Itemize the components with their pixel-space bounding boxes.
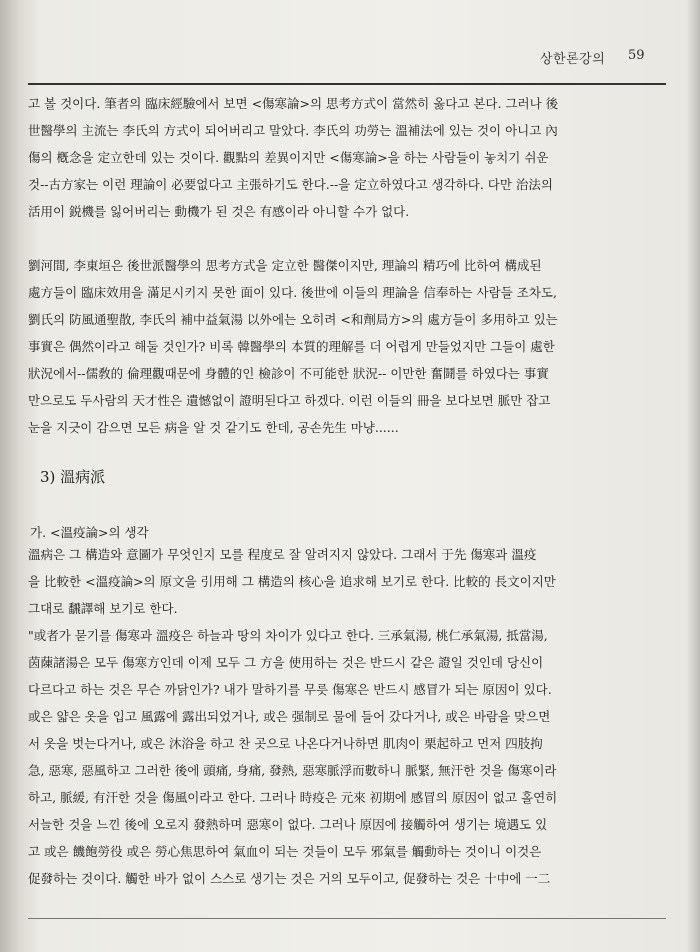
text-line: 急, 惡寒, 惡風하고 그러한 後에 頭痛, 身痛, 發熱, 惡寒脈浮而數하니 脈緊, 無汗한 것을 傷寒이라: [28, 763, 557, 778]
footer-rule: [28, 918, 666, 919]
text-line: 傷의 槪念을 定立한데 있는 것이다. 觀點의 差異이지만 <傷寒論>을 하는 사람들이 놓치기 쉬운: [28, 150, 549, 165]
text-line: 狀況에서--儒敎的 倫理觀때문에 身體的인 檢診이 不可能한 狀況-- 이만한 奮鬪를 하였다는 事實: [28, 366, 549, 381]
text-line: 것--古方家는 이런 理論이 必要없다고 主張하기도 한다.--을 定立하였다고 생각하다. 다만 治法의: [28, 177, 553, 192]
text-line: 溫病은 그 構造와 意圖가 무엇인지 모를 程度로 잘 알려지지 않았다. 그래서 于先 傷寒과 溫疫: [28, 547, 537, 562]
text-line: 劉河間, 李東垣은 後世派醫學의 思考方式을 定立한 醫傑이지만, 理論의 精巧에 比하여 構成된: [28, 258, 542, 273]
paragraph-2: [28, 252, 670, 441]
text-line: "或者가 묻기를 傷寒과 溫疫은 하늘과 땅의 차이가 있다고 한다. 三承氣湯, 桃仁承氣湯, 抵當湯,: [28, 628, 548, 643]
running-title: 상한론강의: [540, 52, 606, 67]
text-line: 하고, 脈緩, 有汗한 것을 傷風이라고 한다. 그러나 時疫은 元來 初期에 感冒의 原因이 없고 홀연히: [28, 790, 558, 805]
text-line: 을 比較한 <溫疫論>의 原文을 引用해 그 構造의 核心을 追求해 보기로 한다. 比較的 長文이지만: [28, 574, 556, 589]
text-line: 만으로도 두사람의 天才性은 遺憾없이 證明된다고 하겠다. 이런 이들의 冊을 보다보면 脈만 잡고: [28, 393, 551, 408]
subsection-heading: 가. <溫疫論>의 생각: [30, 525, 149, 540]
text-line: 그대로 飜譯해 보기로 한다.: [28, 601, 178, 616]
text-line: 事實은 偶然이라고 해둘 것인가? 비록 韓醫學의 本質的理解를 더 어렵게 만들었지만 그들이 處한: [28, 339, 555, 354]
section-heading: 3) 溫病派: [40, 468, 106, 486]
text-line: 茵蔯諸湯은 모두 傷寒方인데 이제 모두 그 方을 使用하는 것은 반드시 같은 證일 것인데 당신이: [28, 655, 544, 670]
text-line: 世醫學의 主流는 李氏의 方式이 되어버리고 말았다. 李氏의 功勞는 溫補法에 있는 것이 아니고 內: [28, 123, 558, 138]
text-line: 고 或은 饑飽勞役 或은 勞心焦思하여 氣血이 되는 것들이 모두 邪氣를 觸動하는 것이니 이것은: [28, 844, 542, 859]
text-line: 促發하는 것이다. 觸한 바가 없이 스스로 생기는 것은 거의 모두이고, 促發하는 것은 十中에 一二: [28, 871, 551, 886]
header-rule: [28, 83, 666, 85]
text-line: 다르다고 하는 것은 무슨 까닭인가? 내가 말하기를 무릇 傷寒은 반드시 感冒가 되는 原因이 있다.: [28, 682, 552, 697]
page-edge-shadow: [686, 0, 700, 952]
page-number: 59: [628, 48, 645, 63]
text-line: 處方들이 臨床效用을 滿足시키지 못한 面이 있다. 後世에 이들의 理論을 信奉하는 사람들 조차도,: [28, 285, 557, 300]
paragraph-1: [28, 90, 670, 225]
text-line: 活用이 鋭機를 잃어버리는 動機가 된 것은 有感이라 아니할 수가 없다.: [28, 204, 410, 219]
paragraph-4-quotation: [28, 622, 670, 892]
text-line: 눈을 지긋이 감으면 모든 病을 알 것 같기도 한데, 공손先生 마냥......: [28, 420, 399, 435]
text-line: 或은 얇은 옷을 입고 風露에 露出되었거나, 或은 强制로 물에 들어 갔다거나, 或은 바람을 맞으면: [28, 709, 551, 724]
paragraph-3: [28, 541, 670, 622]
text-line: 劉氏의 防風通聖散, 李氏의 補中益氣湯 以外에는 오히려 <和劑局方>의 處方들이 多用하고 있는: [28, 312, 558, 327]
text-line: 고 볼 것이다. 筆者의 臨床經驗에서 보면 <傷寒論>의 思考方式이 當然히 옳다고 본다. 그러나 後: [28, 96, 559, 111]
text-line: 서늘한 것을 느낀 後에 오로지 發熱하며 惡寒이 없다. 그러나 原因에 接觸하여 생기는 境遇도 있: [28, 817, 548, 832]
text-line: 서 옷을 벗는다거나, 或은 沐浴을 하고 찬 곳으로 나온다거나하면 肌肉이 栗起하고 먼저 四肢拘: [28, 736, 543, 751]
